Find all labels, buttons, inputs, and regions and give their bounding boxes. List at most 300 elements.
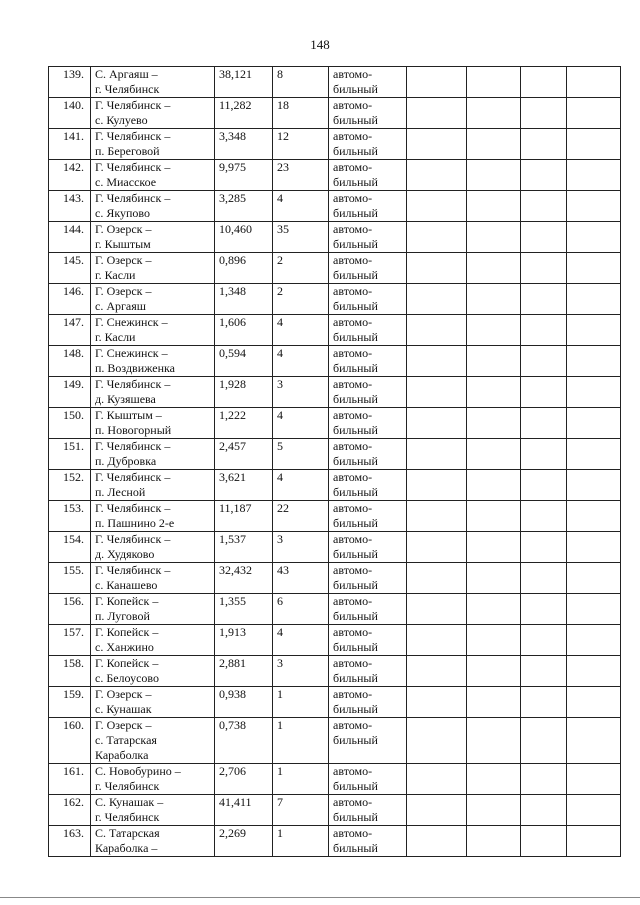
row-number-cell: 141. <box>49 129 91 160</box>
route-cell <box>91 563 215 594</box>
route-cell <box>91 67 215 98</box>
empty-cell <box>521 284 567 315</box>
empty-cell <box>467 160 521 191</box>
transport-type-cell <box>329 408 407 439</box>
row-number-cell: 163. <box>49 826 91 857</box>
transport-type-cell <box>329 439 407 470</box>
transport-type-line: бильный <box>333 299 378 313</box>
table-row <box>49 594 621 625</box>
empty-cell <box>467 315 521 346</box>
transport-type-cell <box>329 129 407 160</box>
row-number-cell: 143. <box>49 191 91 222</box>
route-line: п. Воздвиженка <box>95 361 175 375</box>
table-body <box>49 67 621 857</box>
route-line: Г. Челябинск – <box>95 501 171 515</box>
count-cell: 8 <box>273 67 329 98</box>
route-line: Г. Озерск – <box>95 687 152 701</box>
transport-type-line: автомо- <box>333 377 373 391</box>
table-row <box>49 439 621 470</box>
route-cell <box>91 98 215 129</box>
route-cell <box>91 594 215 625</box>
transport-type-cell <box>329 160 407 191</box>
route-line: Г. Челябинск – <box>95 129 171 143</box>
count-cell: 12 <box>273 129 329 160</box>
empty-cell <box>407 470 467 501</box>
empty-cell <box>467 656 521 687</box>
route-line: Г. Челябинск – <box>95 377 171 391</box>
empty-cell <box>521 67 567 98</box>
empty-cell <box>467 826 521 857</box>
count-cell: 18 <box>273 98 329 129</box>
empty-cell <box>407 67 467 98</box>
route-cell <box>91 284 215 315</box>
empty-cell <box>567 191 621 222</box>
table-row <box>49 656 621 687</box>
route-line: п. Луговой <box>95 609 150 623</box>
transport-type-line: автомо- <box>333 470 373 484</box>
empty-cell <box>467 625 521 656</box>
row-number-cell: 162. <box>49 795 91 826</box>
empty-cell <box>521 594 567 625</box>
transport-type-line: бильный <box>333 841 378 855</box>
empty-cell <box>567 826 621 857</box>
empty-cell <box>467 594 521 625</box>
transport-type-line: бильный <box>333 516 378 530</box>
empty-cell <box>567 315 621 346</box>
transport-type-line: автомо- <box>333 439 373 453</box>
empty-cell <box>467 191 521 222</box>
transport-type-line: автомо- <box>333 315 373 329</box>
distance-cell: 0,738 <box>215 718 273 764</box>
empty-cell <box>467 408 521 439</box>
transport-type-line: бильный <box>333 779 378 793</box>
transport-type-cell <box>329 67 407 98</box>
empty-cell <box>521 795 567 826</box>
empty-cell <box>521 129 567 160</box>
transport-type-line: бильный <box>333 361 378 375</box>
empty-cell <box>467 253 521 284</box>
transport-type-line: автомо- <box>333 346 373 360</box>
route-line: д. Кузяшева <box>95 392 156 406</box>
route-line: Г. Кыштым – <box>95 408 162 422</box>
transport-type-cell <box>329 656 407 687</box>
count-cell: 4 <box>273 470 329 501</box>
empty-cell <box>407 222 467 253</box>
transport-type-cell <box>329 98 407 129</box>
transport-type-line: автомо- <box>333 718 373 732</box>
distance-cell: 0,896 <box>215 253 273 284</box>
empty-cell <box>521 532 567 563</box>
empty-cell <box>407 315 467 346</box>
empty-cell <box>567 563 621 594</box>
empty-cell <box>407 98 467 129</box>
transport-type-line: автомо- <box>333 687 373 701</box>
count-cell: 4 <box>273 625 329 656</box>
route-line: с. Канашево <box>95 578 158 592</box>
empty-cell <box>467 764 521 795</box>
count-cell: 6 <box>273 594 329 625</box>
empty-cell <box>521 346 567 377</box>
table-row <box>49 625 621 656</box>
transport-type-cell <box>329 191 407 222</box>
transport-type-line: бильный <box>333 82 378 96</box>
empty-cell <box>407 625 467 656</box>
table-row <box>49 563 621 594</box>
empty-cell <box>407 346 467 377</box>
transport-type-cell <box>329 222 407 253</box>
route-line: с. Аргаяш <box>95 299 146 313</box>
distance-cell: 1,355 <box>215 594 273 625</box>
row-number-cell: 158. <box>49 656 91 687</box>
transport-type-line: бильный <box>333 671 378 685</box>
empty-cell <box>567 346 621 377</box>
empty-cell <box>407 284 467 315</box>
transport-type-cell <box>329 795 407 826</box>
distance-cell: 1,606 <box>215 315 273 346</box>
transport-type-line: автомо- <box>333 826 373 840</box>
empty-cell <box>521 563 567 594</box>
empty-cell <box>467 563 521 594</box>
empty-cell <box>567 284 621 315</box>
table-row <box>49 795 621 826</box>
empty-cell <box>467 129 521 160</box>
transport-type-line: автомо- <box>333 408 373 422</box>
route-cell <box>91 625 215 656</box>
row-number-cell: 146. <box>49 284 91 315</box>
empty-cell <box>567 625 621 656</box>
empty-cell <box>521 377 567 408</box>
route-line: С. Кунашак – <box>95 795 164 809</box>
row-number-cell: 140. <box>49 98 91 129</box>
transport-type-cell <box>329 563 407 594</box>
route-cell <box>91 315 215 346</box>
transport-type-cell <box>329 764 407 795</box>
route-line: г. Челябинск <box>95 810 160 824</box>
route-cell <box>91 160 215 191</box>
transport-type-line: бильный <box>333 144 378 158</box>
row-number-cell: 159. <box>49 687 91 718</box>
empty-cell <box>407 594 467 625</box>
transport-type-line: бильный <box>333 392 378 406</box>
transport-type-cell <box>329 253 407 284</box>
distance-cell: 2,881 <box>215 656 273 687</box>
empty-cell <box>467 222 521 253</box>
route-cell <box>91 253 215 284</box>
transport-type-line: автомо- <box>333 129 373 143</box>
table-row <box>49 346 621 377</box>
empty-cell <box>521 253 567 284</box>
count-cell: 22 <box>273 501 329 532</box>
route-line: г. Касли <box>95 268 136 282</box>
transport-type-line: бильный <box>333 733 378 747</box>
row-number-cell: 147. <box>49 315 91 346</box>
transport-type-line: бильный <box>333 268 378 282</box>
distance-cell: 1,537 <box>215 532 273 563</box>
count-cell: 7 <box>273 795 329 826</box>
distance-cell: 0,938 <box>215 687 273 718</box>
route-cell <box>91 656 215 687</box>
bottom-rule <box>0 897 640 898</box>
route-cell <box>91 439 215 470</box>
route-cell <box>91 222 215 253</box>
count-cell: 4 <box>273 315 329 346</box>
empty-cell <box>467 687 521 718</box>
transport-type-line: автомо- <box>333 191 373 205</box>
route-cell <box>91 826 215 857</box>
transport-type-line: бильный <box>333 175 378 189</box>
empty-cell <box>407 439 467 470</box>
empty-cell <box>407 160 467 191</box>
transport-type-line: автомо- <box>333 501 373 515</box>
count-cell: 2 <box>273 284 329 315</box>
empty-cell <box>567 718 621 764</box>
routes-table <box>48 66 621 857</box>
transport-type-line: автомо- <box>333 563 373 577</box>
empty-cell <box>567 795 621 826</box>
empty-cell <box>407 408 467 439</box>
transport-type-line: автомо- <box>333 222 373 236</box>
count-cell: 4 <box>273 346 329 377</box>
empty-cell <box>567 501 621 532</box>
row-number-cell: 150. <box>49 408 91 439</box>
empty-cell <box>567 408 621 439</box>
transport-type-line: автомо- <box>333 284 373 298</box>
empty-cell <box>467 346 521 377</box>
distance-cell: 3,348 <box>215 129 273 160</box>
count-cell: 3 <box>273 377 329 408</box>
route-cell <box>91 764 215 795</box>
count-cell: 43 <box>273 563 329 594</box>
empty-cell <box>467 67 521 98</box>
table-row <box>49 377 621 408</box>
empty-cell <box>407 129 467 160</box>
table-row <box>49 718 621 764</box>
route-line: п. Новогорный <box>95 423 172 437</box>
route-line: п. Дубровка <box>95 454 157 468</box>
transport-type-line: бильный <box>333 206 378 220</box>
transport-type-cell <box>329 594 407 625</box>
empty-cell <box>567 594 621 625</box>
transport-type-line: автомо- <box>333 594 373 608</box>
transport-type-line: автомо- <box>333 795 373 809</box>
empty-cell <box>407 656 467 687</box>
empty-cell <box>467 439 521 470</box>
distance-cell: 38,121 <box>215 67 273 98</box>
route-cell <box>91 470 215 501</box>
route-line: п. Пашнино 2-е <box>95 516 175 530</box>
empty-cell <box>407 826 467 857</box>
table-row <box>49 687 621 718</box>
empty-cell <box>567 98 621 129</box>
route-cell <box>91 129 215 160</box>
route-line: Г. Челябинск – <box>95 470 171 484</box>
count-cell: 23 <box>273 160 329 191</box>
empty-cell <box>521 625 567 656</box>
route-cell <box>91 346 215 377</box>
empty-cell <box>567 377 621 408</box>
distance-cell: 2,457 <box>215 439 273 470</box>
empty-cell <box>521 315 567 346</box>
table-row <box>49 129 621 160</box>
row-number-cell: 142. <box>49 160 91 191</box>
count-cell: 3 <box>273 656 329 687</box>
route-line: п. Береговой <box>95 144 160 158</box>
empty-cell <box>521 470 567 501</box>
row-number-cell: 149. <box>49 377 91 408</box>
empty-cell <box>407 377 467 408</box>
route-cell <box>91 408 215 439</box>
row-number-cell: 151. <box>49 439 91 470</box>
row-number-cell: 154. <box>49 532 91 563</box>
page-number: 148 <box>310 37 330 52</box>
transport-type-cell <box>329 346 407 377</box>
route-line: Г. Озерск – <box>95 222 152 236</box>
transport-type-line: автомо- <box>333 532 373 546</box>
transport-type-line: автомо- <box>333 625 373 639</box>
route-line: Г. Челябинск – <box>95 439 171 453</box>
row-number-cell: 156. <box>49 594 91 625</box>
empty-cell <box>407 764 467 795</box>
transport-type-cell <box>329 501 407 532</box>
empty-cell <box>567 470 621 501</box>
transport-type-line: бильный <box>333 454 378 468</box>
route-line: г. Челябинск <box>95 82 160 96</box>
empty-cell <box>567 656 621 687</box>
empty-cell <box>467 98 521 129</box>
empty-cell <box>407 532 467 563</box>
transport-type-cell <box>329 315 407 346</box>
route-cell <box>91 501 215 532</box>
table-row <box>49 501 621 532</box>
empty-cell <box>521 191 567 222</box>
empty-cell <box>467 501 521 532</box>
transport-type-cell <box>329 470 407 501</box>
empty-cell <box>407 795 467 826</box>
route-line: г. Касли <box>95 330 136 344</box>
route-line: с. Ханжино <box>95 640 154 654</box>
table-row <box>49 826 621 857</box>
route-line: Г. Челябинск – <box>95 532 171 546</box>
empty-cell <box>521 160 567 191</box>
table-row <box>49 532 621 563</box>
transport-type-line: бильный <box>333 330 378 344</box>
distance-cell: 2,269 <box>215 826 273 857</box>
distance-cell: 1,348 <box>215 284 273 315</box>
empty-cell <box>467 284 521 315</box>
route-line: Г. Копейск – <box>95 656 159 670</box>
distance-cell: 1,928 <box>215 377 273 408</box>
empty-cell <box>407 718 467 764</box>
empty-cell <box>567 160 621 191</box>
empty-cell <box>567 222 621 253</box>
route-line: Г. Челябинск – <box>95 563 171 577</box>
route-line: с. Якупово <box>95 206 150 220</box>
distance-cell: 0,594 <box>215 346 273 377</box>
empty-cell <box>567 253 621 284</box>
transport-type-line: бильный <box>333 810 378 824</box>
transport-type-line: автомо- <box>333 98 373 112</box>
transport-type-line: бильный <box>333 547 378 561</box>
count-cell: 1 <box>273 718 329 764</box>
table-row <box>49 160 621 191</box>
route-line: с. Миасское <box>95 175 157 189</box>
empty-cell <box>407 191 467 222</box>
route-cell <box>91 718 215 764</box>
distance-cell: 1,222 <box>215 408 273 439</box>
route-line: Г. Копейск – <box>95 594 159 608</box>
count-cell: 1 <box>273 764 329 795</box>
distance-cell: 32,432 <box>215 563 273 594</box>
empty-cell <box>567 764 621 795</box>
route-line: д. Худяково <box>95 547 155 561</box>
transport-type-cell <box>329 284 407 315</box>
distance-cell: 9,975 <box>215 160 273 191</box>
empty-cell <box>521 656 567 687</box>
table-row <box>49 315 621 346</box>
route-line: С. Аргаяш – <box>95 67 158 81</box>
distance-cell: 2,706 <box>215 764 273 795</box>
empty-cell <box>407 563 467 594</box>
route-line: г. Челябинск <box>95 779 160 793</box>
count-cell: 35 <box>273 222 329 253</box>
route-line: с. Кунашак <box>95 702 152 716</box>
table-row <box>49 408 621 439</box>
table-row <box>49 98 621 129</box>
route-line: Г. Озерск – <box>95 253 152 267</box>
empty-cell <box>521 687 567 718</box>
route-line: С. Татарская <box>95 826 160 840</box>
count-cell: 5 <box>273 439 329 470</box>
route-line: С. Новобурино – <box>95 764 181 778</box>
row-number-cell: 145. <box>49 253 91 284</box>
row-number-cell: 161. <box>49 764 91 795</box>
empty-cell <box>467 718 521 764</box>
empty-cell <box>521 501 567 532</box>
route-cell <box>91 687 215 718</box>
transport-type-line: бильный <box>333 640 378 654</box>
transport-type-cell <box>329 625 407 656</box>
table-row <box>49 284 621 315</box>
table-row <box>49 253 621 284</box>
count-cell: 1 <box>273 687 329 718</box>
empty-cell <box>467 532 521 563</box>
transport-type-line: автомо- <box>333 160 373 174</box>
empty-cell <box>521 98 567 129</box>
row-number-cell: 153. <box>49 501 91 532</box>
transport-type-line: бильный <box>333 237 378 251</box>
distance-cell: 3,285 <box>215 191 273 222</box>
count-cell: 1 <box>273 826 329 857</box>
row-number-cell: 139. <box>49 67 91 98</box>
empty-cell <box>467 795 521 826</box>
transport-type-line: бильный <box>333 423 378 437</box>
transport-type-line: бильный <box>333 609 378 623</box>
transport-type-cell <box>329 718 407 764</box>
table-row <box>49 764 621 795</box>
transport-type-line: автомо- <box>333 67 373 81</box>
count-cell: 3 <box>273 532 329 563</box>
route-line: Г. Копейск – <box>95 625 159 639</box>
route-cell <box>91 191 215 222</box>
count-cell: 2 <box>273 253 329 284</box>
empty-cell <box>407 687 467 718</box>
empty-cell <box>467 470 521 501</box>
distance-cell: 3,621 <box>215 470 273 501</box>
table-row <box>49 67 621 98</box>
route-line: Г. Озерск – <box>95 718 152 732</box>
transport-type-line: автомо- <box>333 656 373 670</box>
route-line: с. Татарская <box>95 733 157 747</box>
